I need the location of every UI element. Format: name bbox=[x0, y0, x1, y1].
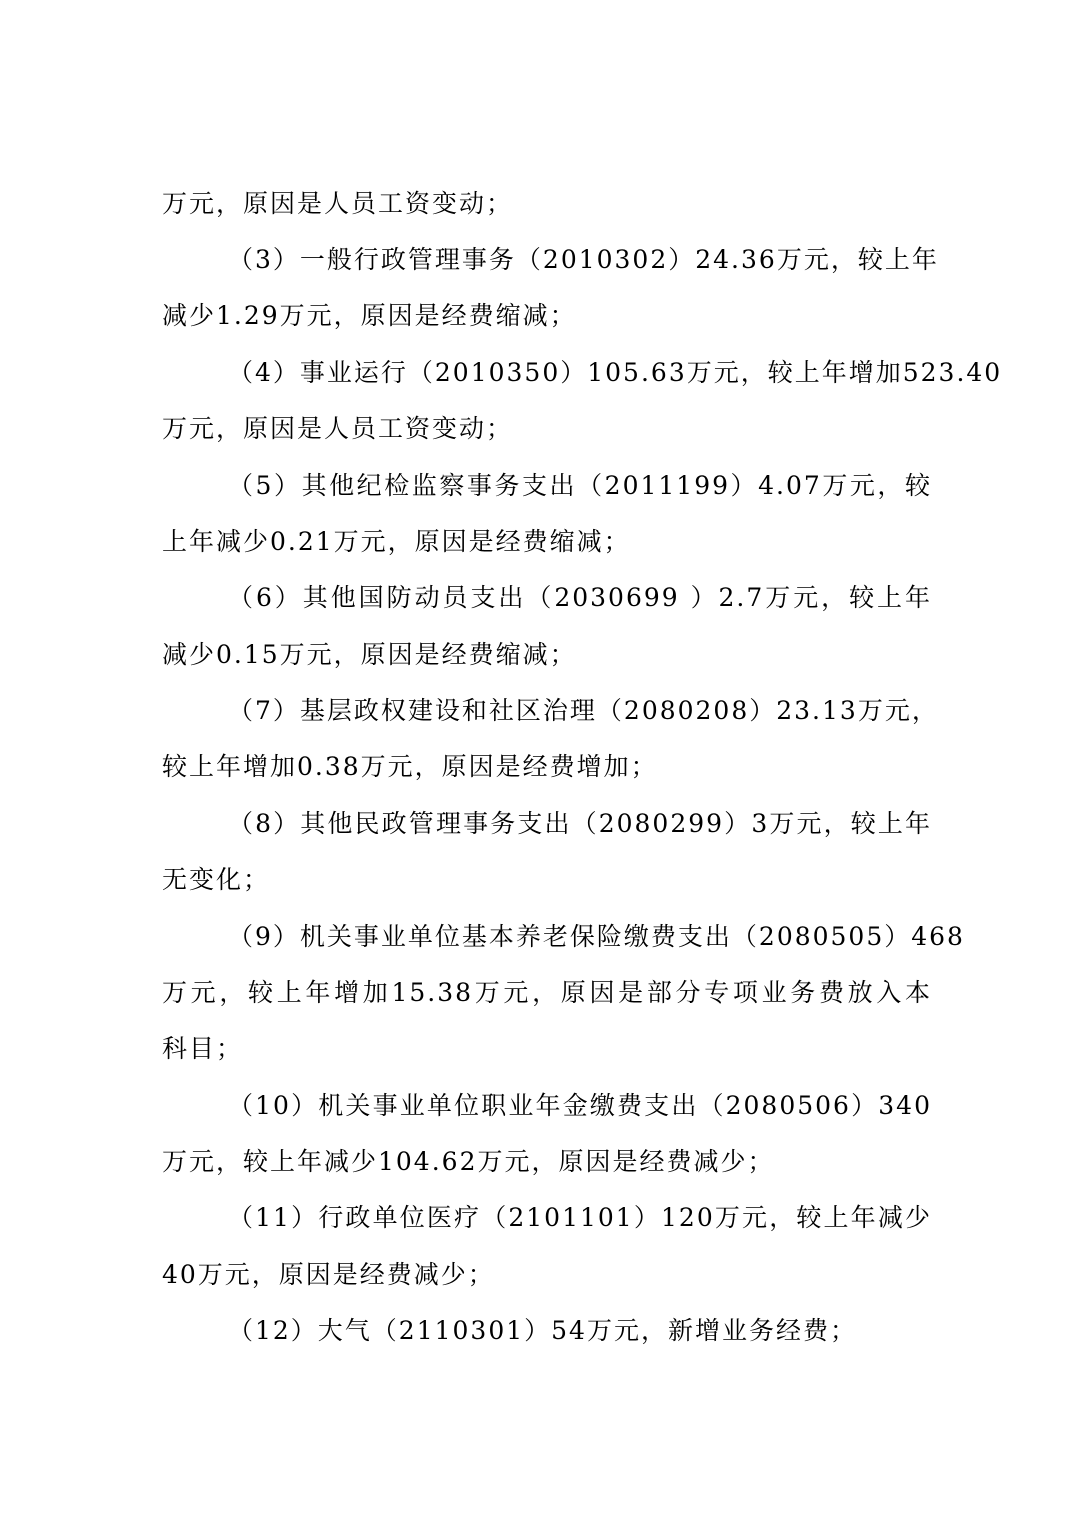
text-line: 上年减少0.21万元，原因是经费缩减； bbox=[162, 527, 631, 556]
text-line: 40万元，原因是经费减少； bbox=[162, 1260, 495, 1289]
text-line: 减少1.29万元，原因是经费缩减； bbox=[162, 301, 577, 330]
text-line: 万元，原因是人员工资变动； bbox=[162, 189, 514, 218]
text-line: 减少0.15万元，原因是经费缩减； bbox=[162, 640, 577, 669]
text-line: （4）事业运行（2010350）105.63万元，较上年增加523.40 bbox=[228, 358, 1003, 387]
text-line: 万元，原因是人员工资变动； bbox=[162, 414, 514, 443]
text-line: （10）机关事业单位职业年金缴费支出（2080506）340 bbox=[228, 1091, 932, 1120]
text-line: （12）大气（2110301）54万元，新增业务经费； bbox=[228, 1316, 857, 1345]
text-line: （3）一般行政管理事务（2010302）24.36万元，较上年 bbox=[228, 245, 939, 274]
text-line: （8）其他民政管理事务支出（2080299）3万元，较上年 bbox=[228, 809, 932, 838]
text-line: 无变化； bbox=[162, 865, 271, 894]
text-line: 万元，较上年增加15.38万元，原因是部分专项业务费放入本 bbox=[162, 978, 932, 1007]
text-line: （9）机关事业单位基本养老保险缴费支出（2080505）468 bbox=[228, 922, 965, 951]
text-line: （5）其他纪检监察事务支出（2011199）4.07万元，较 bbox=[228, 471, 932, 500]
text-line: （7）基层政权建设和社区治理（2080208）23.13万元， bbox=[228, 696, 939, 725]
text-line: 科目； bbox=[162, 1034, 244, 1063]
text-line: （6）其他国防动员支出（2030699 ）2.7万元，较上年 bbox=[228, 583, 932, 612]
text-line: （11）行政单位医疗（2101101）120万元，较上年减少 bbox=[228, 1203, 932, 1232]
text-line: 较上年增加0.38万元，原因是经费增加； bbox=[162, 752, 658, 781]
text-line: 万元，较上年减少104.62万元，原因是经费减少； bbox=[162, 1147, 775, 1176]
